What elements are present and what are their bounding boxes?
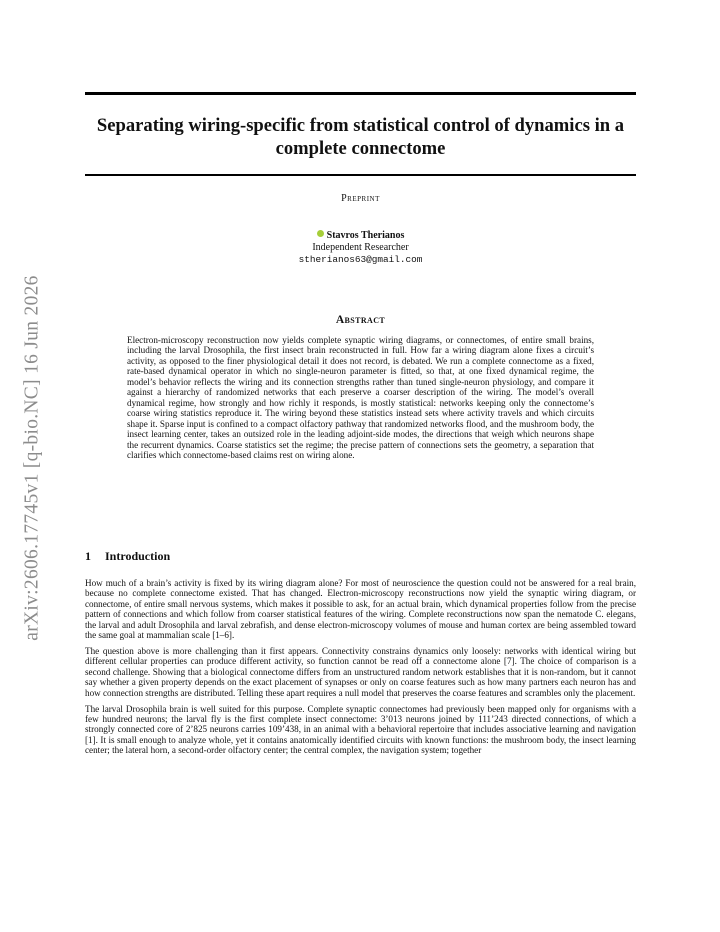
author-line xyxy=(85,230,636,242)
section-title: Introduction xyxy=(105,549,171,563)
author-name: Stavros Therianos xyxy=(326,230,405,241)
author-block xyxy=(85,230,636,266)
author-affiliation: Independent Researcher xyxy=(312,242,409,253)
title-rule-top xyxy=(85,92,636,95)
author-email[interactable]: stherianos63@gmail.com xyxy=(298,254,423,265)
arxiv-identifier-stamp xyxy=(14,248,52,668)
section-heading xyxy=(85,549,170,564)
body-paragraph: How much of a brain’s activity is fixed by its wiring diagram alone? For most of neuroscience the question could not be answered for a real brain, because no complete connectome existed. That has changed. Electron-microscopy reconstructions now yield the synaptic wiring diagram, or connectome, of entire small nervous systems, which makes it possible to ask, for an actual brain, which dynamical properties follow from the precise pattern of connections and which follow from coarser statistical features of the wiring. Complete reconstructions now span the nematode C. elegans, the larval and adult Drosophila and larval zebrafish, and dense electron-microscopy volumes of mouse and human cortex are being assembled toward the same goal at mammalian scale [1–6]. xyxy=(85,578,636,641)
abstract-heading: Abstract xyxy=(335,314,386,326)
preprint-label: Preprint xyxy=(341,193,380,204)
section-number: 1 xyxy=(85,549,91,563)
orcid-icon[interactable] xyxy=(317,230,324,237)
arxiv-identifier-text: arXiv:2606.17745v1 [q-bio.NC] 16 Jun 2026 xyxy=(22,275,44,641)
body-paragraph: The question above is more challenging than it first appears. Connectivity constrains dynamics only loosely: networks with identical wiring but different cellular properties can produce different activity, so function cannot be read off a connectome alone [7]. The choice of comparison is a second challenge. Showing that a biological connectome differs from an unstructured random network establishes that it is non-random, but it cannot say whether a given property depends on the exact placement of synapses or only on coarse features such as how many partners each neuron has and how connection strengths are distributed. Telling these apart requires a null model that preserves the coarse features and scrambles only the placement. xyxy=(85,646,636,698)
paper-title: Separating wiring-specific from statistical control of dynamics in a complete connectome xyxy=(96,115,625,159)
section-body xyxy=(85,578,636,761)
abstract-text: Electron-microscopy reconstruction now yields complete synaptic wiring diagrams, or connectomes, of entire small brains, including the larval Drosophila, the first insect brain reconstructed in full. How far a wiring diagram alone fixes a circuit’s activity, as opposed to the finer physiological detail it does not record, is debated. We run a complete connectome as a fixed, rate-based dynamical operator in which no single-neuron parameter is fitted, so that, at one fixed dynamical regime, the model’s behavior reflects the wiring and its connection strengths rather than tuned single-neuron physiology, and compare it against a hierarchy of randomized networks that each preserve a coarser description of the wiring. The model’s overall dynamical regime, how strongly and how richly it responds, is mostly statistical: networks keeping only the connectome’s coarse wiring statistics reproduce it. The wiring beyond these statistics instead sets where activity travels and which circuits shape it. Sparse input is confined to a compact olfactory pathway that randomized networks flood, and the mushroom body, the insect learning center, takes an outsized role in the leading adjoint-side modes, the directions that weigh which neurons shape the recurrent dynamics. Coarse statistics set the regime; the precise pattern of connections sets the geometry, a separation that clarifies which connectome-based claims rest on wiring alone. xyxy=(127,335,594,460)
title-rule-bottom xyxy=(85,174,636,176)
body-paragraph: The larval Drosophila brain is well suited for this purpose. Complete synaptic connectomes had previously been mapped only for organisms with a few hundred neurons; the larval fly is the first complete insect connectome: 3’013 neurons joined by 111’243 directed connections, of which a strongly connected core of 2’825 neurons carries 109’438, in an animal with a behavioral repertoire that includes associative learning and navigation [1]. It is small enough to analyze whole, yet it contains anatomically identified circuits with known functions: the mushroom body, the insect learning center; the lateral horn, a second-order olfactory center; the central complex, the navigation system; together xyxy=(85,703,636,756)
